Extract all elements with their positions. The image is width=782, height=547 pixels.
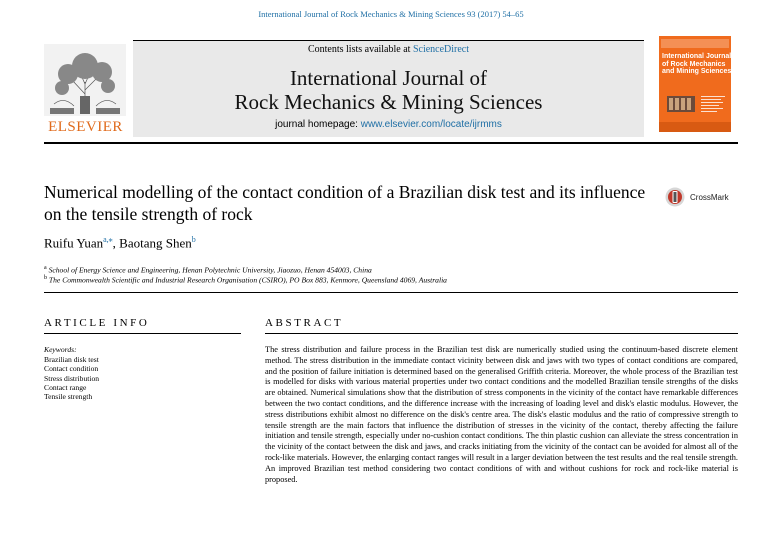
author-list	[44, 235, 196, 251]
journal-homepage	[133, 119, 644, 130]
keyword-item: Stress distribution	[44, 373, 100, 383]
homepage-link[interactable]: www.elsevier.com/locate/ijrmms	[360, 119, 502, 130]
publisher-name[interactable]: ELSEVIER	[48, 119, 123, 135]
cover-art-icon	[659, 36, 731, 132]
crossmark-label[interactable]: CrossMark	[690, 193, 729, 202]
article-info-rule	[44, 333, 241, 334]
author-name[interactable]: Baotang Shen	[119, 235, 192, 251]
affiliation-mark: b	[44, 275, 47, 281]
affiliation-text: The Commonwealth Scientific and Industrial Research Organisation (CSIRO), PO Box 883, Kenmore, Queensland 4069, Australia	[48, 275, 447, 285]
cover-journal-title: International Journal of Rock Mechanics and Mining Sciences	[662, 53, 732, 75]
keywords-label: Keywords:	[44, 345, 77, 354]
contents-line	[133, 44, 644, 55]
journal-title[interactable]	[133, 66, 644, 114]
crossmark-icon[interactable]	[665, 186, 685, 210]
keyword-item: Tensile strength	[44, 392, 93, 402]
journal-citation[interactable]: International Journal of Rock Mechanics & Mining Sciences 93 (2017) 54–65	[258, 9, 524, 19]
author-affiliation-mark[interactable]: a,⁎	[103, 235, 113, 244]
keyword-list	[44, 355, 99, 401]
keyword-item: Brazilian disk test	[44, 355, 99, 364]
abstract-body: The stress distribution and failure process in the Brazilian test disk are numerically studied using the continuum-based discrete element method. The stress distribution in the immediate contact vicinity between disk and jaws with two types of contact conditions are compared, and the position of failure initiation is determined based on the generalised Griffith criteria. Moreover, the whole process of the Brazilian test is modelled for disks with various material properties under two contact conditions and the modelled Brazilian tensile strengths of the disks are obtained. Numerical simulations show that the distribution of stress components in the vicinity of the contact have remarkable differences between the two contact conditions, and the difference increase with the increasing of loading level and disk's elastic modulus. However, the stress distributions exhibit almost no difference on the disk's centre area. The disk's elastic modulus and the ratio of compressive strength to tensile strength are the main factors that influence the distribution of stresses in the vicinity of the contact, thereby affecting the failure initiation and tensile strength, especially under no-cushion contact conditions. The thin plastic cushion can alleviate the stress concentration in the vicinity of the contact between the disk and jaws, and cracks initiating from the vicinity of the contact can be avoided for almost all of the rock-like materials. However, the enlarging contact ranges will result in a larger deviation between the test results and the real tensile strength. An improved Brazilian test method considering two contact conditions of with and without cushions for rock and rock-like material is proposed.	[265, 345, 738, 484]
header-divider	[44, 142, 738, 144]
keyword-item: Contact range	[44, 382, 87, 392]
author-name[interactable]: Ruifu Yuan	[44, 235, 104, 251]
journal-title-line2: Rock Mechanics & Mining Sciences	[234, 90, 543, 114]
journal-title-line1: International Journal of	[289, 66, 488, 90]
homepage-prefix: journal homepage:	[275, 119, 361, 130]
affiliation-b	[44, 273, 738, 286]
section-divider	[44, 292, 738, 293]
author-separator: ,	[112, 235, 120, 251]
affiliation-mark: a	[44, 265, 47, 271]
abstract-rule	[265, 333, 738, 334]
contents-prefix: Contents lists available at	[307, 44, 413, 55]
journal-cover-thumbnail[interactable]	[659, 36, 731, 132]
sciencedirect-link[interactable]: ScienceDirect	[412, 44, 470, 55]
article-title: Numerical modelling of the contact condition of a Brazilian disk test and its influence on the tensile strength of rock	[44, 182, 646, 224]
keyword-item: Contact condition	[44, 364, 99, 374]
abstract-heading: ABSTRACT	[265, 317, 344, 329]
author-affiliation-mark[interactable]: b	[191, 235, 196, 244]
affiliation-text: School of Energy Science and Engineering, Henan Polytechnic University, Jiaozuo, Henan 454003, China	[48, 265, 372, 275]
article-info-heading: ARTICLE INFO	[44, 317, 150, 329]
